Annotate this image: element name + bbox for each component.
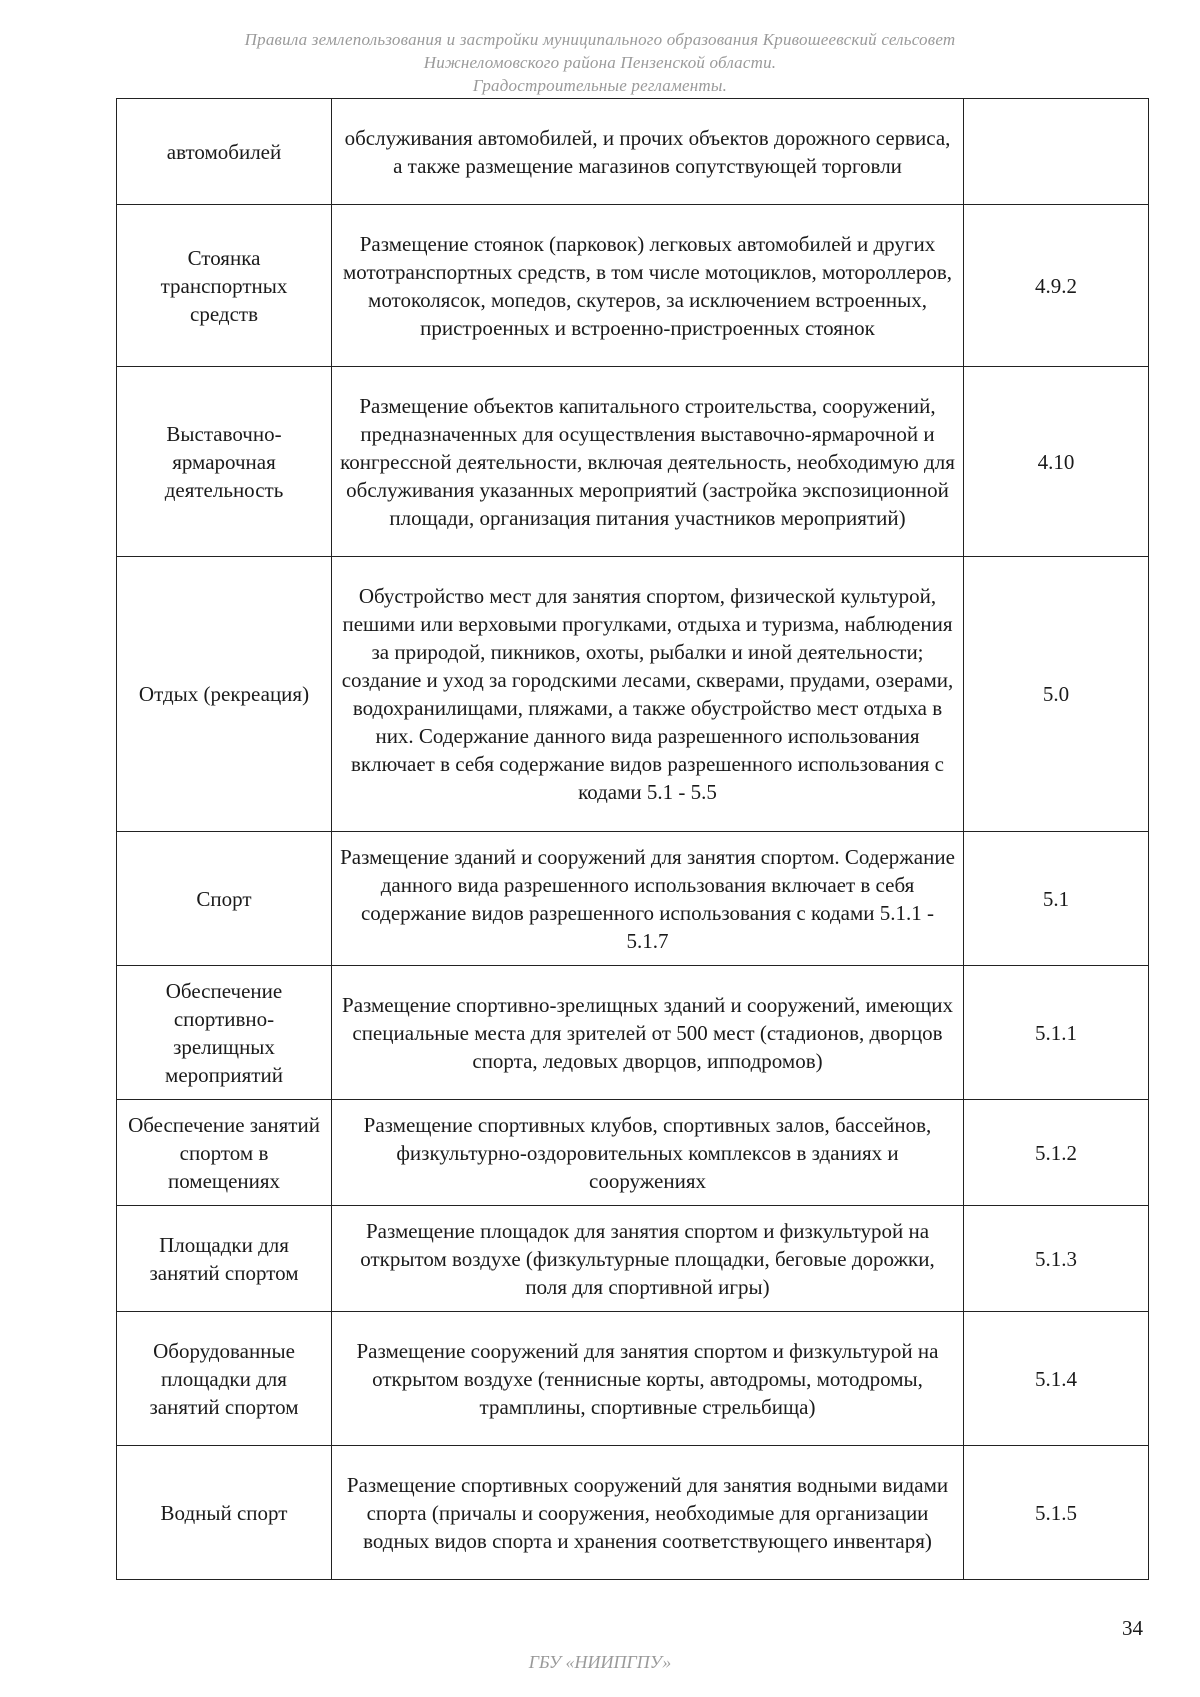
use-name-cell: Площадки для занятий спортом <box>117 1206 332 1312</box>
use-code-cell: 5.0 <box>964 557 1149 832</box>
header-line-2: Нижнеломовского района Пензенской области. <box>423 53 777 72</box>
table-row <box>117 205 1149 367</box>
table-row <box>117 367 1149 557</box>
use-description-cell: Обустройство мест для занятия спортом, физической культурой, пешими или верховыми прогулками, отдыха и туризма, наблюдения за природой, пикников, охоты, рыбалки и иной деятельности; создание и уход за городскими лесами, скверами, прудами, озерами, водохранилищами, пляжами, а также обустройство мест отдыха в них. Содержание данного вида разрешенного использования включает в себя содержание видов разрешенного использования с кодами 5.1 - 5.5 <box>332 557 964 832</box>
use-name-cell: Оборудованные площадки для занятий спортом <box>117 1312 332 1446</box>
use-description-cell: Размещение спортивно-зрелищных зданий и сооружений, имеющих специальные места для зрителей от 500 мест (стадионов, дворцов спорта, ледовых дворцов, ипподромов) <box>332 966 964 1100</box>
table-row <box>117 1312 1149 1446</box>
use-code-cell: 5.1.2 <box>964 1100 1149 1206</box>
use-description-cell: Размещение зданий и сооружений для занятия спортом. Содержание данного вида разрешенного использования включает в себя содержание видов разрешенного использования с кодами 5.1.1 - 5.1.7 <box>332 832 964 966</box>
use-code-cell: 5.1.5 <box>964 1446 1149 1580</box>
header-line-3: Градостроительные регламенты. <box>472 76 728 95</box>
header-line-1: Правила землепользования и застройки муниципального образования Кривошеевский сельсовет <box>244 30 956 49</box>
use-description-cell: Размещение сооружений для занятия спортом и физкультурой на открытом воздухе (теннисные корты, автодромы, мотодромы, трамплины, спортивные стрельбища) <box>332 1312 964 1446</box>
page-number: 34 <box>1122 1616 1143 1640</box>
use-name-cell: Обеспечение занятий спортом в помещениях <box>117 1100 332 1206</box>
use-name-cell: Спорт <box>117 832 332 966</box>
table-row <box>117 966 1149 1100</box>
use-name-cell: Выставочно-ярмарочная деятельность <box>117 367 332 557</box>
table-row <box>117 1446 1149 1580</box>
use-description-cell: Размещение спортивных клубов, спортивных залов, бассейнов, физкультурно-оздоровительных комплексов в зданиях и сооружениях <box>332 1100 964 1206</box>
use-name-cell: Водный спорт <box>117 1446 332 1580</box>
use-description-cell: Размещение спортивных сооружений для занятия водными видами спорта (причалы и сооружения, необходимые для организации водных видов спорта и хранения соответствующего инвентаря) <box>332 1446 964 1580</box>
table-row <box>117 557 1149 832</box>
use-code-cell: 5.1 <box>964 832 1149 966</box>
land-use-table <box>116 98 1149 1580</box>
use-code-cell: 4.9.2 <box>964 205 1149 367</box>
running-header <box>0 28 1200 97</box>
running-footer: ГБУ «НИИПГПУ» <box>528 1652 672 1672</box>
use-description-cell: Размещение объектов капитального строительства, сооружений, предназначенных для осуществления выставочно-ярмарочной и конгрессной деятельности, включая деятельность, необходимую для обслуживания указанных мероприятий (застройка экспозиционной площади, организация питания участников мероприятий) <box>332 367 964 557</box>
table-row <box>117 99 1149 205</box>
use-description-cell: Размещение стоянок (парковок) легковых автомобилей и других мототранспортных средств, в том числе мотоциклов, мотороллеров, мотоколясок, мопедов, скутеров, за исключением встроенных, пристроенных и встроенно-пристроенных стоянок <box>332 205 964 367</box>
use-name-cell: автомобилей <box>117 99 332 205</box>
table-row <box>117 1100 1149 1206</box>
use-description-cell: Размещение площадок для занятия спортом и физкультурой на открытом воздухе (физкультурные площадки, беговые дорожки, поля для спортивной игры) <box>332 1206 964 1312</box>
use-code-cell: 5.1.1 <box>964 966 1149 1100</box>
use-name-cell: Отдых (рекреация) <box>117 557 332 832</box>
table-row <box>117 1206 1149 1312</box>
use-name-cell: Обеспечение спортивно-зрелищных мероприятий <box>117 966 332 1100</box>
use-description-cell: обслуживания автомобилей, и прочих объектов дорожного сервиса, а также размещение магазинов сопутствующей торговли <box>332 99 964 205</box>
use-code-cell: 5.1.4 <box>964 1312 1149 1446</box>
table-row <box>117 832 1149 966</box>
use-name-cell: Стоянка транспортных средств <box>117 205 332 367</box>
use-code-cell: 5.1.3 <box>964 1206 1149 1312</box>
use-code-cell <box>964 99 1149 205</box>
use-code-cell: 4.10 <box>964 367 1149 557</box>
